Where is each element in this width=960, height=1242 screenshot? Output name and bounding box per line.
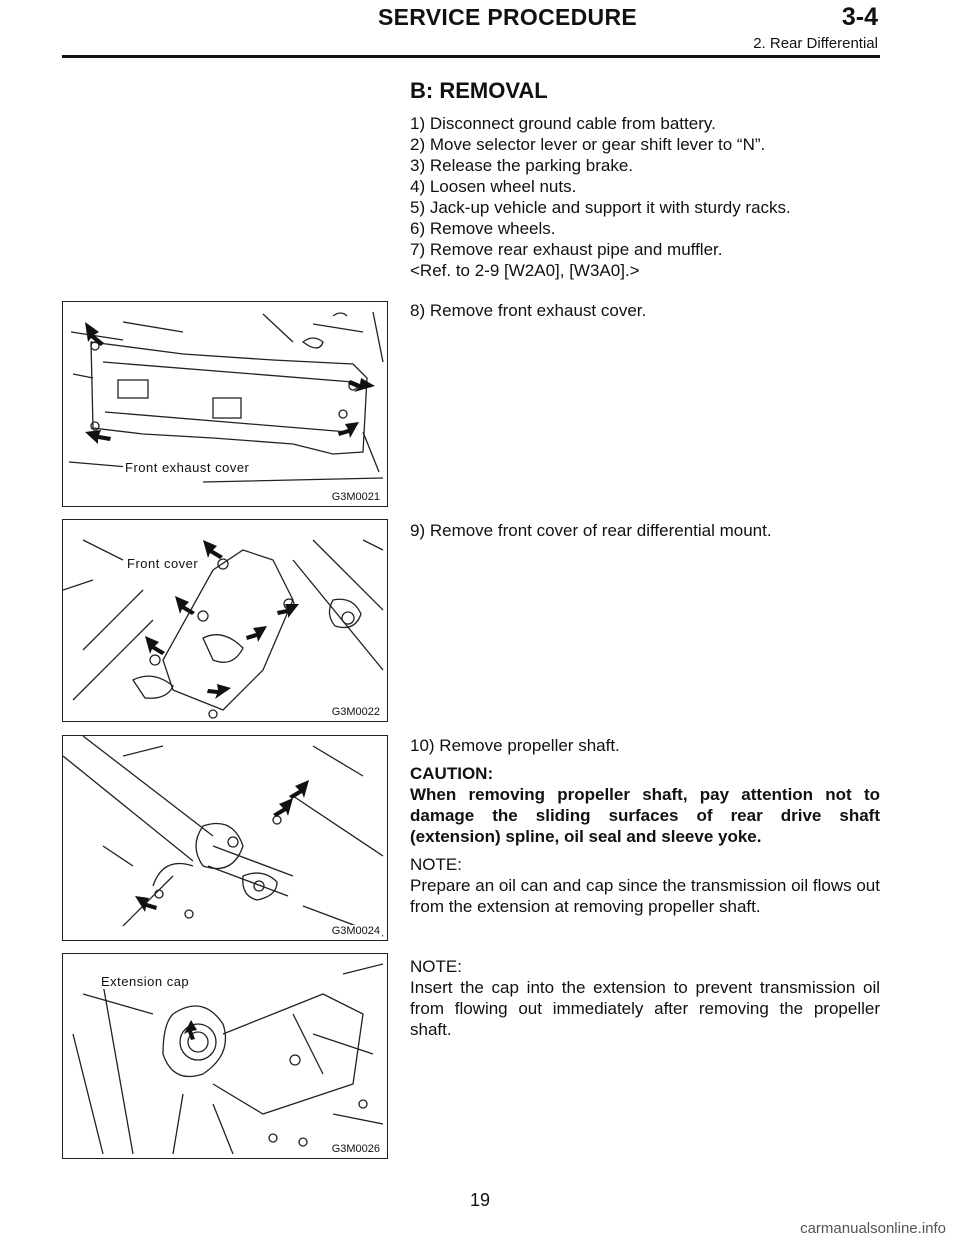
step-item: 7) Remove rear exhaust pipe and muffler. (410, 240, 723, 259)
step-item: 4) Loosen wheel nuts. (410, 177, 577, 196)
step-8-block (410, 300, 880, 321)
front-cover-label: Front cover (127, 556, 199, 571)
section-number: 3-4 (841, 3, 878, 31)
step-9-block (410, 520, 880, 541)
note-title: NOTE: (410, 855, 462, 874)
figure-code: G3M0024 (331, 925, 380, 937)
figure-front-cover (62, 519, 388, 722)
figure-propeller-shaft (62, 735, 388, 941)
caution-body: When removing propeller shaft, pay attention not to damage the sliding surfaces of rear drive shaft (extension) spline, oil seal and sleeve yoke. (410, 785, 880, 846)
step-10-text: 10) Remove propeller shaft. (410, 736, 620, 755)
front-cover-illustration (63, 520, 387, 721)
step-item: 1) Disconnect ground cable from battery. (410, 114, 716, 133)
step-item: 5) Jack-up vehicle and support it with sturdy racks. (410, 198, 791, 217)
note-body: Prepare an oil can and cap since the transmission oil flows out from the extension at removing propeller shaft. (410, 876, 880, 916)
removal-heading: B: REMOVAL (410, 78, 548, 103)
extension-cap-label: Extension cap (101, 974, 190, 989)
step-item: 2) Move selector lever or gear shift lever to “N”. (410, 135, 766, 154)
figure-extension-cap (62, 953, 388, 1159)
exhaust-cover-illustration (63, 302, 387, 506)
figure-code: G3M0022 (331, 706, 380, 718)
step-9-text: 9) Remove front cover of rear differential mount. (410, 521, 772, 540)
note-title: NOTE: (410, 957, 462, 976)
step-item: 6) Remove wheels. (410, 219, 556, 238)
step-item: <Ref. to 2-9 [W2A0], [W3A0].> (410, 261, 640, 280)
page-header (62, 0, 880, 62)
figure-code: G3M0021 (331, 491, 380, 503)
note-body: Insert the cap into the extension to prevent transmission oil from flowing out immediately after removing the propeller shaft. (410, 978, 880, 1039)
caution-title: CAUTION: (410, 764, 494, 783)
propeller-shaft-illustration (63, 736, 387, 940)
front-exhaust-cover-label: Front exhaust cover (125, 460, 250, 475)
sub-title: 2. Rear Differential (753, 35, 878, 52)
removal-steps (410, 113, 880, 281)
step-10-block (410, 735, 880, 917)
step-8-text: 8) Remove front exhaust cover. (410, 301, 647, 320)
figure-front-exhaust-cover (62, 301, 388, 507)
page-number: 19 (469, 1190, 491, 1210)
watermark: carmanualsonline.info (800, 1220, 946, 1237)
figure-code: G3M0026 (331, 1143, 380, 1155)
step-11-block (410, 956, 880, 1040)
section-title: SERVICE PROCEDURE (378, 4, 638, 30)
step-item: 3) Release the parking brake. (410, 156, 634, 175)
header-rule (62, 55, 880, 58)
